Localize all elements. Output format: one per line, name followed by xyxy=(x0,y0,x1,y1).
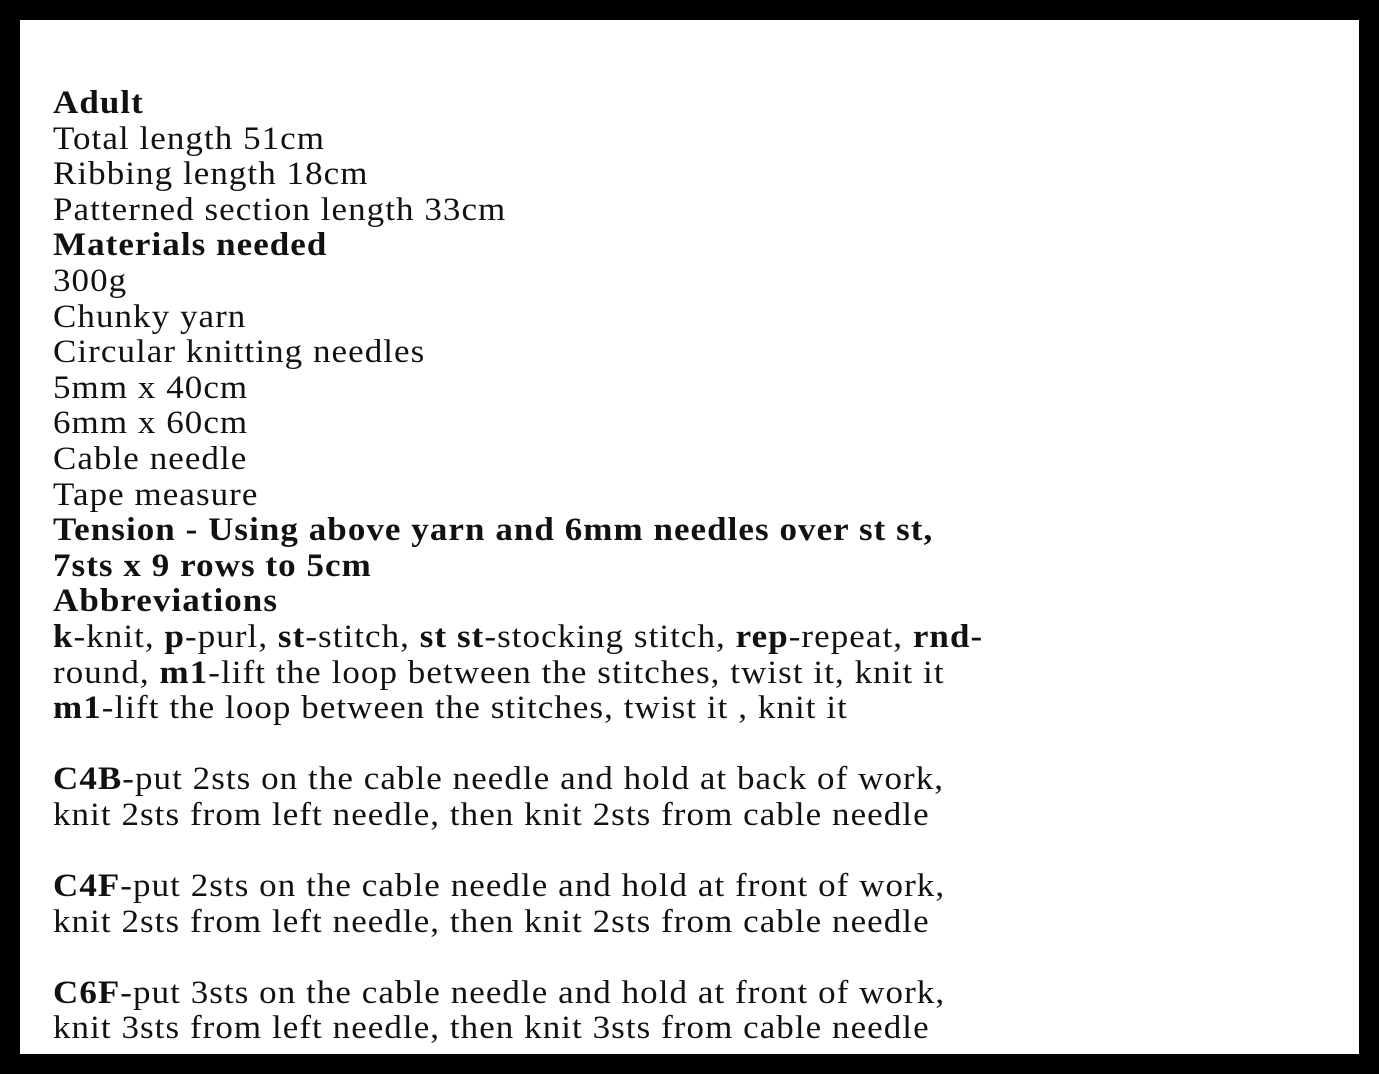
heading-abbreviations: Abbreviations xyxy=(53,583,279,620)
cable-c4b-term: C4B xyxy=(53,761,123,798)
material-needle-6mm: 6mm x 60cm xyxy=(53,405,249,442)
cable-c4b-line-2: knit 2sts from left needle, then knit 2sts from cable needle xyxy=(53,796,930,833)
abbr-rnd-def: round, xyxy=(53,654,160,691)
abbr-st-term: st xyxy=(277,618,306,655)
heading-adult: Adult xyxy=(53,85,144,121)
measurement-patterned-length: Patterned section length 33cm xyxy=(53,191,507,228)
cable-c6f-line-2: knit 3sts from left needle, then knit 3sts from cable needle xyxy=(53,1010,930,1047)
document-page xyxy=(20,20,1359,1054)
abbr-rnd-term: rnd- xyxy=(912,618,984,655)
abbr-m1b-term: m1 xyxy=(53,690,102,727)
abbr-rep-def: -repeat, xyxy=(788,618,913,655)
abbr-k-term: k xyxy=(53,618,74,655)
cable-c4b-line-1: C4B-put 2sts on the cable needle and hold at back of work, xyxy=(53,761,945,798)
cable-c6f-term: C6F xyxy=(53,974,121,1011)
material-cable-needle: Cable needle xyxy=(53,440,248,477)
abbr-rep-term: rep xyxy=(735,618,789,655)
abbr-m1-term: m1 xyxy=(159,654,209,691)
abbreviations-line-1 xyxy=(53,620,1359,656)
abbr-st-def: -stitch, xyxy=(305,618,420,655)
material-weight: 300g xyxy=(53,262,128,299)
spacer xyxy=(53,940,1359,976)
material-yarn: Chunky yarn xyxy=(53,298,247,335)
cable-c6f-line-1: C6F-put 3sts on the cable needle and hold at front of work, xyxy=(53,974,946,1011)
heading-materials: Materials needed xyxy=(53,227,328,264)
abbr-m1b-def: -lift the loop between the stitches, twist it , knit it xyxy=(101,690,848,727)
abbr-m1-def: -lift the loop between the stitches, twist it, knit it xyxy=(208,654,945,691)
spacer xyxy=(53,833,1359,869)
measurement-total-length: Total length 51cm xyxy=(53,120,326,157)
abbreviations-line-3 xyxy=(53,691,1359,727)
abbr-k-def: -knit, xyxy=(73,618,165,655)
cable-c4f-line-1: C4F-put 2sts on the cable needle and hold at front of work, xyxy=(53,868,946,905)
abbr-stst-def: -stocking stitch, xyxy=(484,618,736,655)
abbreviations-line-2 xyxy=(53,656,1359,692)
spacer xyxy=(53,727,1359,763)
abbr-p-def: -purl, xyxy=(185,618,278,655)
material-tape-measure: Tape measure xyxy=(53,476,259,513)
measurement-ribbing-length: Ribbing length 18cm xyxy=(53,156,369,193)
tension-line-1: Tension - Using above yarn and 6mm needles over st st, xyxy=(53,512,934,549)
abbr-p-term: p xyxy=(164,618,186,655)
cable-c4f-line-2: knit 2sts from left needle, then knit 2sts from cable needle xyxy=(53,903,930,940)
tension-line-2: 7sts x 9 rows to 5cm xyxy=(53,547,372,584)
pattern-text xyxy=(53,86,1359,1047)
material-needle-5mm: 5mm x 40cm xyxy=(53,369,249,406)
abbr-stst-term: st st xyxy=(419,618,485,655)
material-circular-needles: Circular knitting needles xyxy=(53,334,426,371)
cable-c4f-term: C4F xyxy=(53,868,121,905)
